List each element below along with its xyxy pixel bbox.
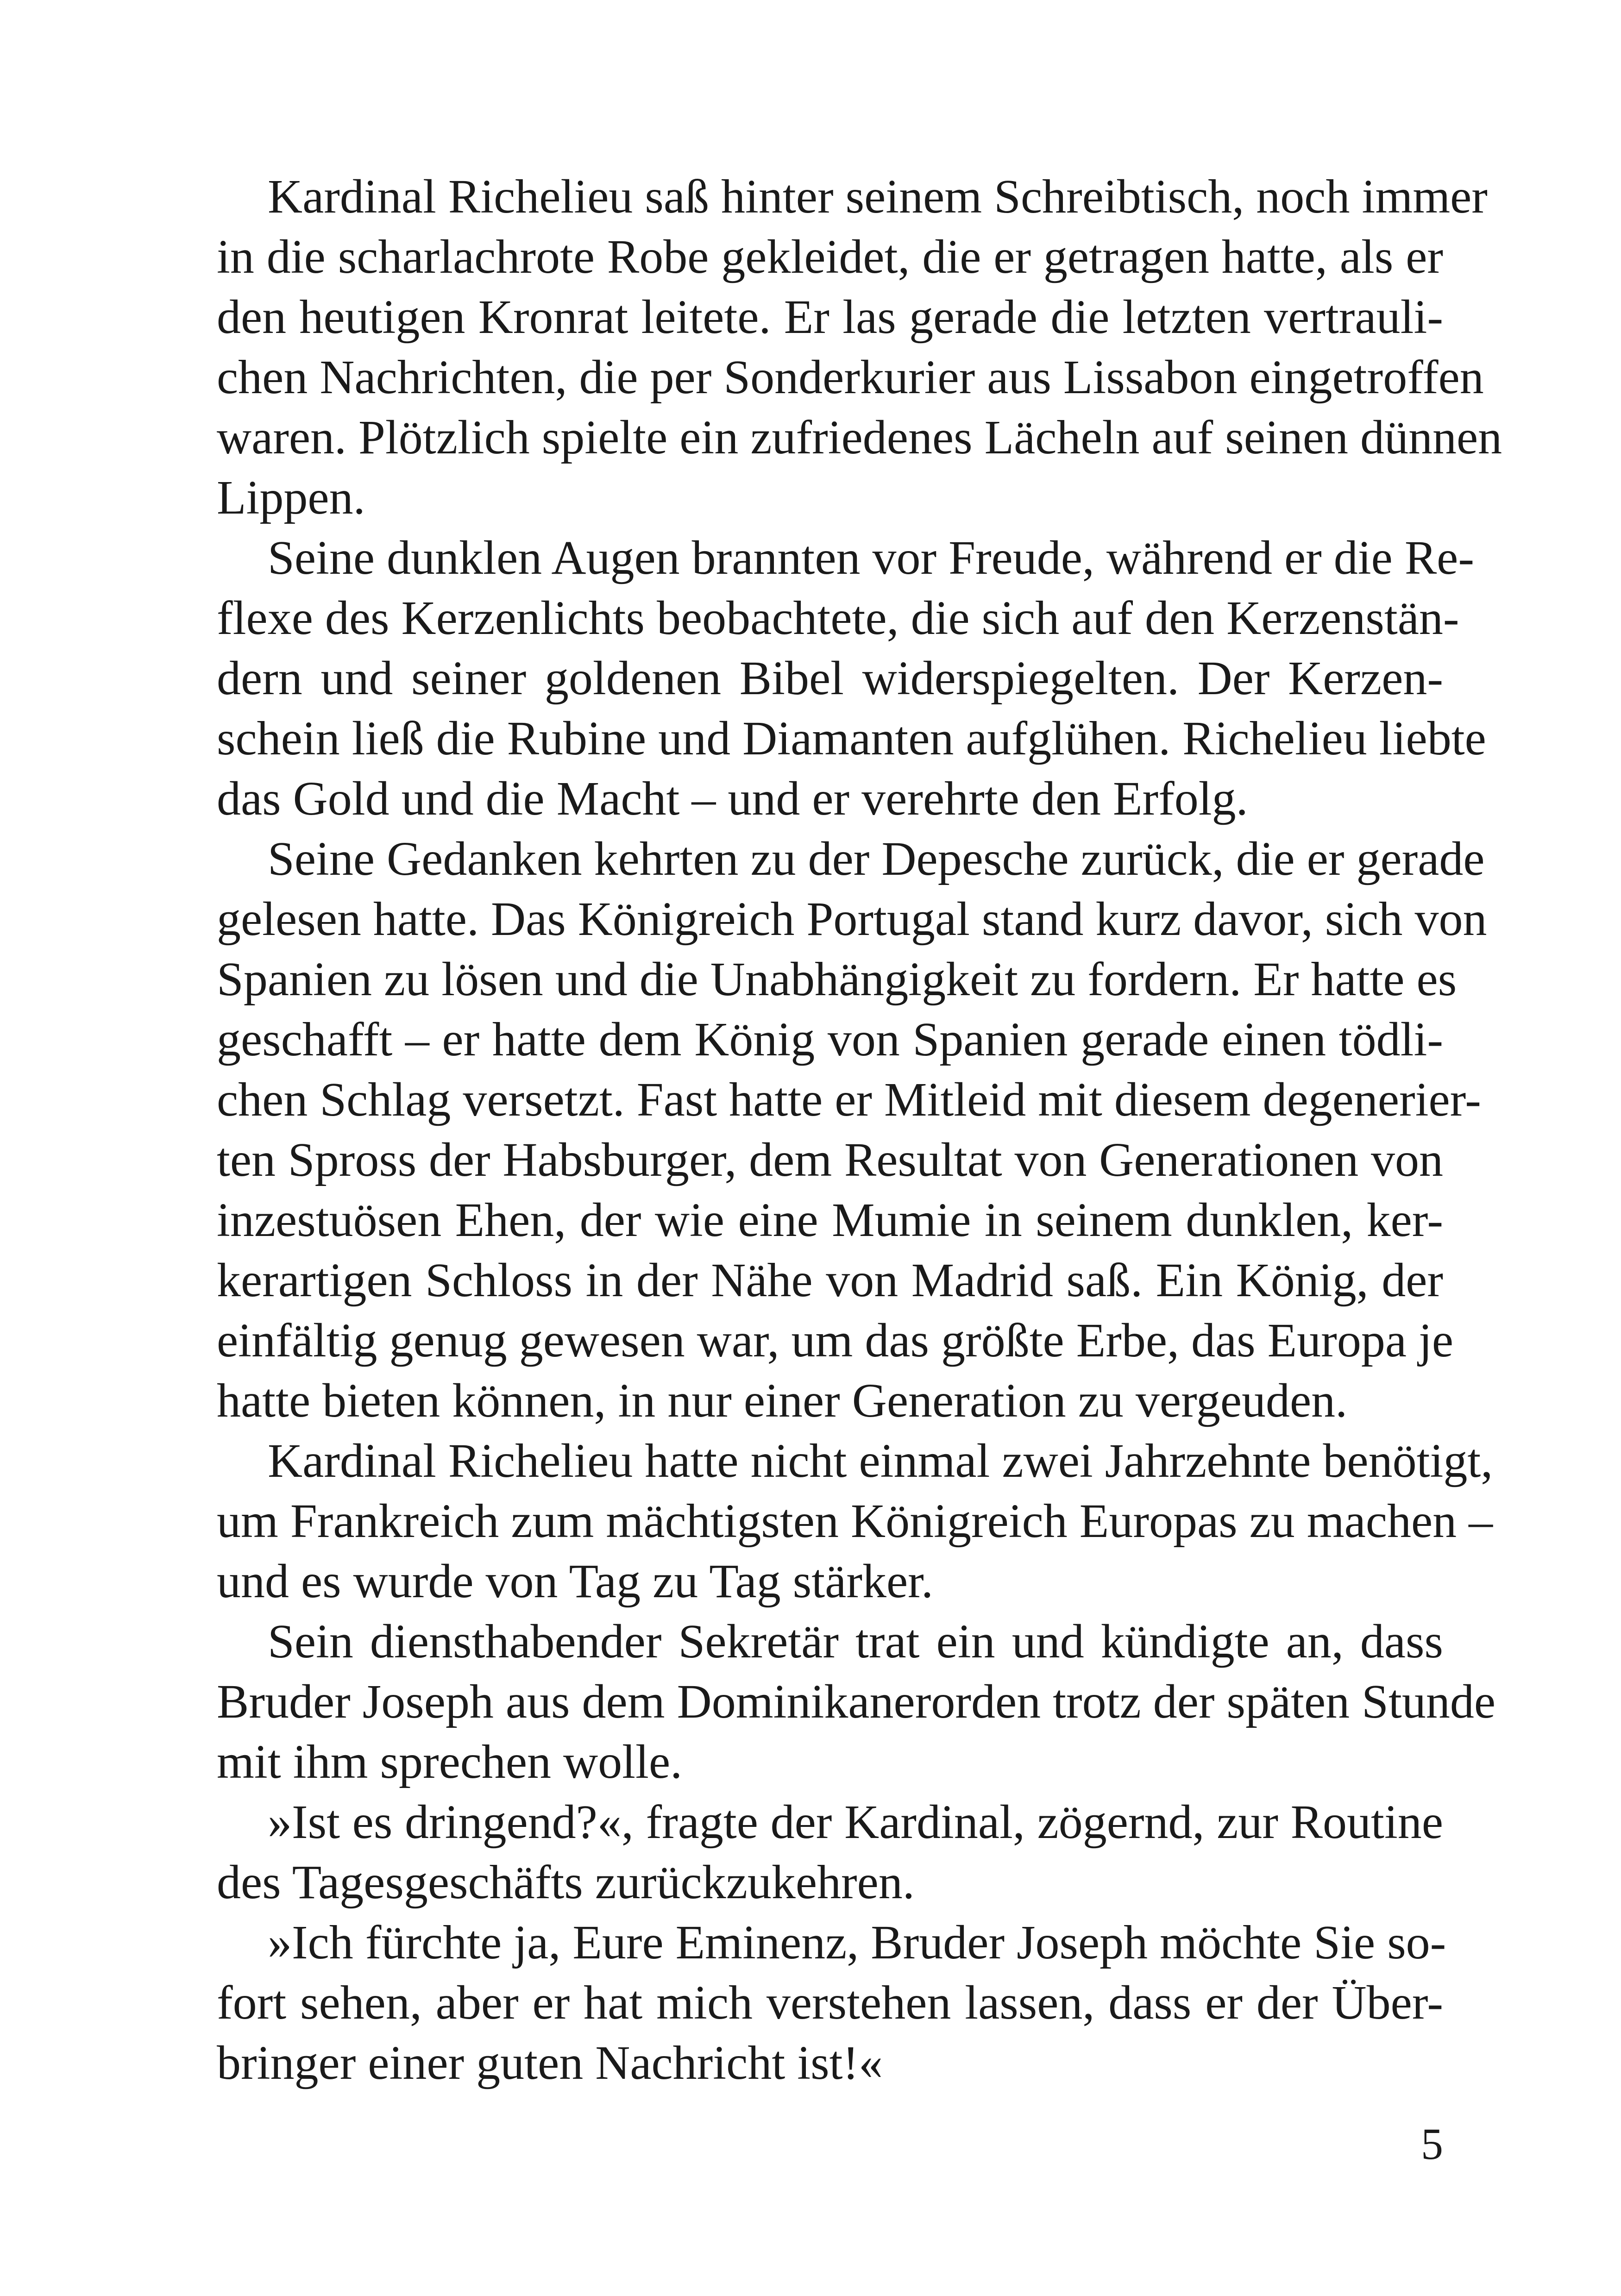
text-line: ten Spross der Habsburger, dem Resultat von Generationen von — [217, 1133, 1443, 1186]
text-line: hatte bieten können, in nur einer Generation zu vergeuden. — [217, 1374, 1348, 1427]
text-line: Kardinal Richelieu saß hinter seinem Schreibtisch, noch immer — [268, 170, 1488, 223]
text-line: Bruder Joseph aus dem Dominikanerorden trotz der späten Stunde — [217, 1675, 1496, 1728]
paragraph — [217, 1792, 1443, 1913]
text-line: Lippen. — [217, 471, 365, 524]
text-line: Sein diensthabender Sekretär trat ein und kündigte an, dass — [268, 1615, 1443, 1668]
text-line: flexe des Kerzenlichts beobachtete, die sich auf den Kerzenstän- — [217, 591, 1459, 645]
text-line: waren. Plötzlich spielte ein zufriedenes Lächeln auf seinen dünnen — [217, 411, 1502, 464]
text-line: dern und seiner goldenen Bibel widerspiegelten. Der Kerzen- — [217, 652, 1443, 705]
text-line: fort sehen, aber er hat mich verstehen lassen, dass er der Über- — [217, 1976, 1443, 2029]
text-line: chen Nachrichten, die per Sonderkurier aus Lissabon eingetroffen — [217, 351, 1484, 404]
text-line: bringer einer guten Nachricht ist!« — [217, 2036, 883, 2089]
text-line: des Tagesgeschäfts zurückzukehren. — [217, 1856, 915, 1909]
paragraph — [217, 167, 1502, 528]
text-line: gelesen hatte. Das Königreich Portugal stand kurz davor, sich von — [217, 892, 1487, 946]
text-line: mit ihm sprechen wolle. — [217, 1735, 683, 1788]
text-line: schein ließ die Rubine und Diamanten aufglühen. Richelieu liebte — [217, 712, 1486, 765]
text-line: »Ich fürchte ja, Eure Eminenz, Bruder Joseph möchte Sie so- — [268, 1916, 1446, 1969]
page-number: 5 — [1421, 2119, 1443, 2169]
text-line: Seine Gedanken kehrten zu der Depesche zurück, die er gerade — [268, 832, 1485, 885]
paragraph — [217, 1612, 1496, 1792]
text-line: »Ist es dringend?«, fragte der Kardinal, zögernd, zur Routine — [268, 1795, 1443, 1849]
text-line: chen Schlag versetzt. Fast hatte er Mitleid mit diesem degenerier- — [217, 1073, 1481, 1126]
text-line: einfältig genug gewesen war, um das größte Erbe, das Europa je — [217, 1314, 1454, 1367]
paragraph — [217, 1431, 1493, 1612]
text-line: inzestuösen Ehen, der wie eine Mumie in seinem dunklen, ker- — [217, 1193, 1443, 1247]
paragraph — [217, 829, 1487, 1431]
text-line: geschafft – er hatte dem König von Spanien gerade einen tödli- — [217, 1013, 1443, 1066]
text-line: das Gold und die Macht – und er verehrte den Erfolg. — [217, 772, 1248, 825]
text-line: in die scharlachrote Robe gekleidet, die er getragen hatte, als er — [217, 230, 1443, 283]
text-line: um Frankreich zum mächtigsten Königreich Europas zu machen – — [217, 1494, 1493, 1548]
text-line: den heutigen Kronrat leitete. Er las gerade die letzten vertrauli- — [217, 290, 1443, 344]
text-line: Spanien zu lösen und die Unabhängigkeit zu fordern. Er hatte es — [217, 953, 1457, 1006]
text-line: kerartigen Schloss in der Nähe von Madrid saß. Ein König, der — [217, 1254, 1443, 1307]
text-line: Kardinal Richelieu hatte nicht einmal zwei Jahrzehnte benötigt, — [268, 1434, 1493, 1487]
paragraph — [217, 528, 1486, 829]
paragraph — [217, 1913, 1446, 2093]
body-text — [217, 167, 1502, 2093]
text-line: Seine dunklen Augen brannten vor Freude, während er die Re- — [268, 531, 1474, 584]
text-line: und es wurde von Tag zu Tag stärker. — [217, 1555, 933, 1608]
